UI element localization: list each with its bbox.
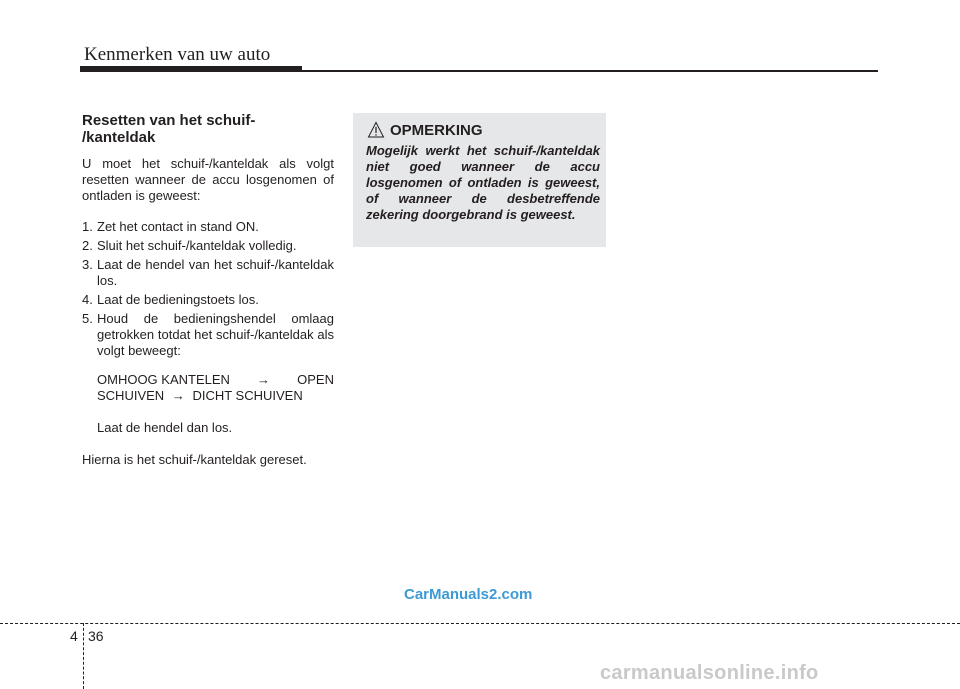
note-header: [367, 121, 483, 139]
arrow-icon: →: [257, 372, 271, 387]
page-number: 36: [88, 628, 104, 644]
note-text: Mogelijk werkt het schuif-/kanteldak niet goed wanneer de accu losgenomen of ontladen is geweest, of wanneer de desbetreffende zekering doorgebrand is geweest.: [366, 143, 600, 222]
header-rule-thick: [80, 66, 302, 72]
reset-section: [82, 112, 334, 468]
step-item: [82, 292, 334, 308]
section-title-line1: Resetten van het schuif-: [82, 112, 256, 129]
note-box: [353, 113, 606, 247]
step-number: 2.: [82, 238, 93, 253]
chapter-number: 4: [70, 628, 78, 644]
watermark-carmanualsonline[interactable]: carmanualsonline.info: [600, 662, 819, 684]
step-number: 4.: [82, 292, 93, 307]
section-title: [82, 112, 334, 146]
footer-rule: [0, 623, 960, 624]
step-item: [82, 238, 334, 254]
outro-paragraph: Hierna is het schuif-/kanteldak gereset.: [82, 452, 307, 467]
step-item: [82, 311, 334, 359]
step-text: Houd de bedieningshendel omlaag getrokken totdat het schuif-/kanteldak als volgt beweegt:: [97, 311, 334, 358]
section-title-line2: /kanteldak: [82, 129, 156, 146]
intro-paragraph: U moet het schuif-/kanteldak als volgt resetten wanneer de accu losgenomen of ontladen is geweest:: [82, 156, 334, 203]
warning-icon: [367, 121, 385, 139]
steps-list: [82, 219, 334, 359]
movement-sequence: [82, 372, 334, 404]
step-text: Zet het contact in stand ON.: [97, 219, 259, 234]
arrow-icon: →: [171, 388, 185, 403]
step-number: 3.: [82, 257, 93, 272]
note-title: OPMERKING: [390, 121, 483, 139]
step-item: [82, 219, 334, 235]
step-text: Laat de bedieningstoets los.: [97, 292, 259, 307]
sequence-step: OPEN: [297, 372, 334, 387]
step-number: 5.: [82, 311, 93, 326]
header-rule-thin: [302, 70, 878, 72]
step-item: [82, 257, 334, 289]
footer-divider: [83, 623, 84, 689]
step-number: 1.: [82, 219, 93, 234]
chapter-title: Kenmerken van uw auto: [84, 44, 271, 65]
release-instruction: Laat de hendel dan los.: [97, 420, 233, 435]
sequence-step: DICHT SCHUIVEN: [192, 388, 303, 403]
sequence-step: OMHOOG KANTELEN: [97, 372, 230, 387]
watermark-carmanuals2[interactable]: CarManuals2.com: [404, 586, 533, 603]
sequence-step: SCHUIVEN: [97, 388, 165, 403]
step-text: Laat de hendel van het schuif-/kanteldak los.: [97, 257, 334, 288]
step-text: Sluit het schuif-/kanteldak volledig.: [97, 238, 297, 253]
